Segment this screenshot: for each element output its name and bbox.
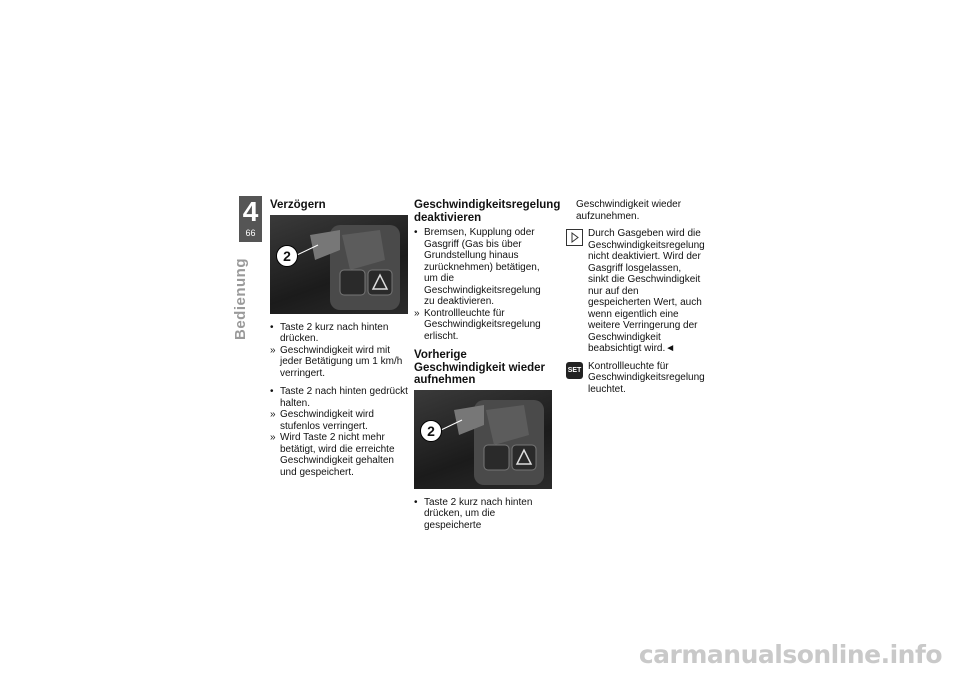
note-hint: [566, 228, 704, 355]
list-item: » Geschwindigkeit wird stufenlos verringert.: [270, 409, 374, 432]
callout-2: 2: [276, 245, 298, 267]
list-4: [414, 497, 554, 532]
list-item: » Geschwindigkeit wird mit jeder Betätigung um 1 km/h verringert.: [270, 344, 403, 379]
list-item: » Kontrollleuchte für Geschwindigkeitsregelung erlischt.: [414, 307, 541, 342]
heading-wieder-aufnehmen: Vorherige Geschwindigkeit wieder aufnehmen: [414, 349, 546, 386]
callout-2: 2: [420, 420, 442, 442]
handlebar-switch-photo: [270, 215, 408, 314]
note-indicator: [566, 361, 704, 396]
column-2: [414, 199, 561, 535]
list-item: • Taste 2 kurz nach hinten drücken.: [270, 321, 389, 344]
list-item: • Taste 2 kurz nach hinten drücken, um die gespeicherte: [414, 496, 533, 531]
list-item: » Wird Taste 2 nicht mehr betätigt, wird die erreichte Geschwindigkeit gehalten und gespeichert.: [270, 432, 395, 478]
heading-verzoegern: Verzögern: [270, 199, 326, 211]
list-1: [270, 322, 410, 380]
list-2: [270, 386, 410, 478]
play-note-icon: [566, 229, 583, 246]
section-label: Bedienung: [232, 258, 249, 340]
watermark: carmanualsonline.info: [638, 640, 942, 669]
list-3: [414, 227, 554, 342]
note-text: Durch Gasgeben wird die Geschwindigkeitsregelung nicht deaktiviert. Wird der Gasgriff losgelassen, sinkt die Geschwindigkeit nur auf den gespeicherten Wert, auch wenn eigentlich eine weitere Verringerung der Geschwindigkeit beabsichtigt wird.◄: [588, 228, 705, 354]
page-number: 66: [245, 228, 256, 238]
list-item: • Taste 2 nach hinten gedrückt halten.: [270, 386, 408, 409]
set-indicator-icon: SET: [566, 362, 583, 379]
column-3: [566, 199, 704, 401]
column-1: [270, 199, 410, 482]
note-text: Kontrollleuchte für Geschwindigkeitsregelung leuchtet.: [588, 360, 705, 395]
list-item: • Bremsen, Kupplung oder Gasgriff (Gas bis über Grundstellung hinaus zurücknehmen) betätigen, um die Geschwindigkeitsregelung zu deaktivieren.: [414, 227, 541, 307]
continued-text: Geschwindigkeit wieder aufzunehmen.: [576, 199, 682, 222]
handlebar-switch-photo: [414, 390, 552, 489]
chapter-number: 4: [242, 196, 259, 227]
heading-deaktivieren: Geschwindigkeitsregelung deaktivieren: [414, 199, 561, 224]
